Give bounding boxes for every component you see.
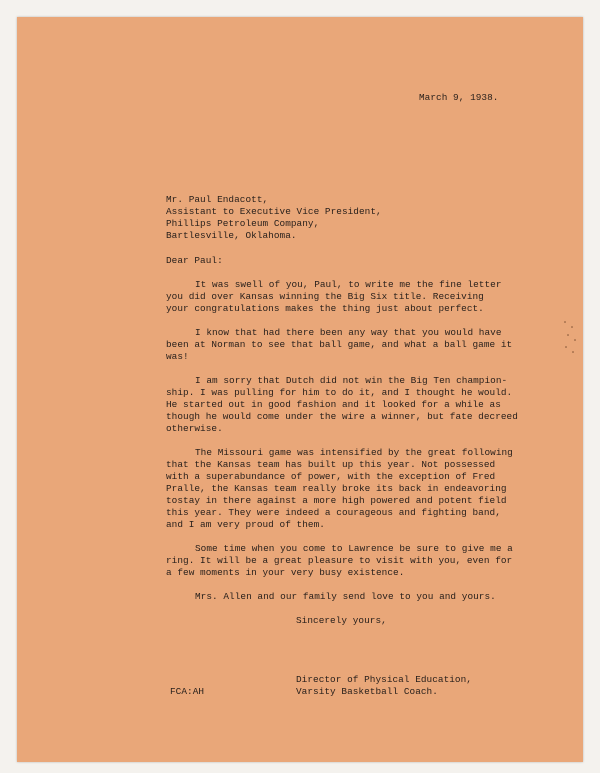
body-line: been at Norman to see that ball game, and what a ball game it <box>166 339 513 350</box>
body-line: Mrs. Allen and our family send love to you and yours. <box>195 591 496 602</box>
body-line: otherwise. <box>166 423 223 434</box>
body-line: was! <box>166 351 189 362</box>
signature-title-line: Varsity Basketball Coach. <box>296 686 438 697</box>
body-line: your congratulations makes the thing just about perfect. <box>166 303 484 314</box>
body-line: Pralle, the Kansas team really broke its back in endeavoring <box>166 483 507 494</box>
body-line: He started out in good fashion and it looked for a while as <box>166 399 501 410</box>
body-line: tostay in there against a more high powered and potent field <box>166 495 507 506</box>
body-line: that the Kansas team has built up this year. Not possessed <box>166 459 496 470</box>
body-line: Some time when you come to Lawrence be sure to give me a <box>195 543 513 554</box>
letter-date: March 9, 1938. <box>419 92 499 103</box>
body-line: It was swell of you, Paul, to write me the fine letter <box>195 279 502 290</box>
salutation: Dear Paul: <box>166 255 223 266</box>
body-line: ship. I was pulling for him to do it, and I thought he would. <box>166 387 513 398</box>
body-line: a few moments in your very busy existence. <box>166 567 405 578</box>
body-line: The Missouri game was intensified by the great following <box>195 447 513 458</box>
body-line: with a superabundance of power, with the exception of Fred <box>166 471 496 482</box>
body-line: ring. It will be a great pleasure to visit with you, even for <box>166 555 513 566</box>
paper-specks <box>562 317 582 367</box>
complimentary-closing: Sincerely yours, <box>296 615 387 626</box>
letter-page <box>17 17 583 762</box>
body-line: this year. They were indeed a courageous and fighting band, <box>166 507 501 518</box>
body-line: you did over Kansas winning the Big Six title. Receiving <box>166 291 484 302</box>
body-line: though he would come under the wire a winner, but fate decreed <box>166 411 518 422</box>
body-line: I am sorry that Dutch did not win the Big Ten champion- <box>195 375 508 386</box>
reference-initials: FCA:AH <box>170 686 205 697</box>
body-line: and I am very proud of them. <box>166 519 325 530</box>
recipient-name: Mr. Paul Endacott, <box>166 194 269 205</box>
recipient-title: Assistant to Executive Vice President, <box>166 206 382 217</box>
signature-title-line: Director of Physical Education, <box>296 674 472 685</box>
recipient-location: Bartlesville, Oklahoma. <box>166 230 297 241</box>
recipient-company: Phillips Petroleum Company, <box>166 218 320 229</box>
body-line: I know that had there been any way that you would have <box>195 327 502 338</box>
